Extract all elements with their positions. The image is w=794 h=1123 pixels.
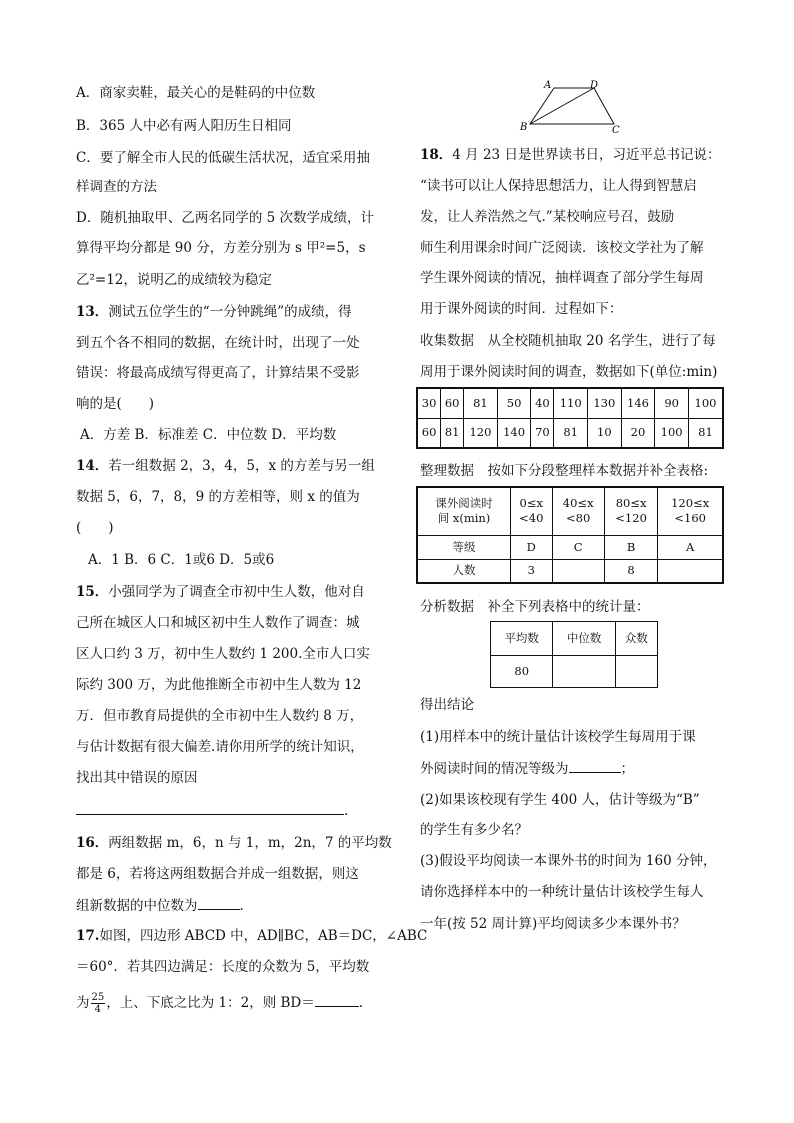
q14-line1 bbox=[76, 456, 375, 476]
q12-option-b: B．365 人中必有两人阳历生日相同 bbox=[76, 118, 292, 134]
table-cell[interactable] bbox=[615, 656, 657, 688]
q18-number: 18． bbox=[420, 147, 453, 163]
q12-option-d-line2: 算得平均分都是 90 分，方差分别为 s 甲²=5，s bbox=[76, 240, 366, 256]
q16-answer-blank[interactable] bbox=[198, 895, 240, 910]
table-cell: 120 bbox=[464, 418, 498, 448]
q17-fraction bbox=[91, 992, 106, 1015]
table-row bbox=[417, 418, 723, 448]
cell-text: 40≤x bbox=[562, 496, 594, 511]
table-cell: 81 bbox=[688, 418, 723, 448]
part2-line1: (2)如果该校现有学生 400 人，估计等级为“B” bbox=[420, 792, 700, 808]
q15-line6: 与估计数据有很大偏差.请你用所学的统计知识， bbox=[76, 739, 364, 755]
part1-text2: 外阅读时间的情况等级为 bbox=[420, 761, 569, 777]
table-cell: 众数 bbox=[615, 622, 657, 656]
table-cell: 8 bbox=[604, 559, 658, 583]
q13-line3: 错误：将最高成绩写得更高了，计算结果不受影 bbox=[76, 365, 360, 381]
part1-line1: (1)用样本中的统计量估计该校学生每周用于课 bbox=[420, 729, 696, 745]
table-row bbox=[417, 535, 723, 559]
table-cell[interactable] bbox=[552, 559, 604, 583]
q18-line2: “读书可以让人保持思想活力，让人得到智慧启 bbox=[420, 178, 697, 194]
table-cell: 81 bbox=[554, 418, 588, 448]
table-cell bbox=[417, 487, 511, 535]
cell-text: 0≤x bbox=[519, 496, 543, 511]
q18-line1 bbox=[420, 145, 720, 165]
q16-number: 16． bbox=[76, 835, 109, 851]
cell-text: <40 bbox=[519, 511, 544, 526]
table-cell bbox=[604, 487, 658, 535]
q17-number: 17. bbox=[76, 928, 100, 944]
q13-line1 bbox=[76, 302, 352, 322]
q15-answer-line bbox=[76, 800, 348, 821]
q17-answer-blank[interactable] bbox=[315, 992, 359, 1007]
q15-line4: 际约 300 万，为此他推断全市初中生人数为 12 bbox=[76, 677, 362, 693]
table-cell: 等级 bbox=[417, 535, 511, 559]
q13-line2: 到五个各不相同的数据，在统计时，出现了一处 bbox=[76, 335, 360, 351]
table-row bbox=[417, 487, 723, 535]
table-cell: B bbox=[604, 535, 658, 559]
table-cell: 70 bbox=[531, 418, 554, 448]
fraction-denominator: 4 bbox=[94, 1004, 102, 1015]
q13-text1: 测试五位学生的“一分钟跳绳”的成绩，得 bbox=[108, 304, 352, 320]
part1-end: ； bbox=[620, 761, 634, 777]
q18-text1: 4 月 23 日是世界读书日，习近平总书记说： bbox=[452, 147, 721, 163]
table-cell: 中位数 bbox=[553, 622, 615, 656]
collect-data-line2: 周用于课外阅读时间的调查，数据如下(单位:min) bbox=[420, 364, 718, 380]
cell-text: <160 bbox=[674, 511, 706, 526]
collect-data-line1: 收集数据 从全校随机抽取 20 名学生，进行了每 bbox=[420, 333, 716, 349]
q13-number: 13． bbox=[76, 304, 109, 320]
cell-text: 间 x(min) bbox=[437, 511, 491, 526]
table-cell: 110 bbox=[554, 388, 588, 418]
q14-line2: 数据 5，6，7，8，9 的方差相等，则 x 的值为 bbox=[76, 489, 360, 505]
table-cell: 130 bbox=[588, 388, 622, 418]
q15-text1: 小强同学为了调查全市初中生人数，他对自 bbox=[108, 584, 365, 600]
q15-line5: 万．但市教育局提供的全市初中生人数约 8 万， bbox=[76, 708, 364, 724]
statistics-table bbox=[490, 621, 658, 688]
table-cell: 人数 bbox=[417, 559, 511, 583]
q17-text1: 如图，四边形 ABCD 中，AD∥BC，AB＝DC，∠ABC bbox=[99, 928, 428, 944]
table-cell: 40 bbox=[531, 388, 554, 418]
q12-option-d-line1: D．随机抽取甲、乙两名同学的 5 次数学成绩，计 bbox=[76, 210, 374, 226]
trapezoid-figure bbox=[510, 76, 630, 138]
table-cell: 100 bbox=[688, 388, 723, 418]
q15-number: 15． bbox=[76, 584, 109, 600]
table-cell: D bbox=[511, 535, 553, 559]
q12-option-a: A．商家卖鞋，最关心的是鞋码的中位数 bbox=[76, 85, 316, 101]
q14-number: 14． bbox=[76, 458, 109, 474]
q12-option-d-line3: 乙²=12，说明乙的成绩较为稳定 bbox=[76, 272, 272, 288]
part2-line2: 的学生有多少名？ bbox=[420, 822, 528, 838]
trapezoid-shape bbox=[530, 88, 614, 124]
q15-line3: 区人口约 3 万，初中生人数约 1 200.全市人口实 bbox=[76, 646, 370, 662]
cell-text: <120 bbox=[615, 511, 647, 526]
analyze-data-line: 分析数据 补全下列表格中的统计量： bbox=[420, 599, 650, 615]
cell-text: 120≤x bbox=[671, 496, 710, 511]
table-row bbox=[417, 388, 723, 418]
table-cell: 90 bbox=[655, 388, 689, 418]
q18-line3: 发，让人养浩然之气.”某校响应号召，鼓励 bbox=[420, 209, 675, 225]
table-cell: 60 bbox=[417, 418, 441, 448]
q14-text1: 若一组数据 2，3，4，5，x 的方差与另一组 bbox=[108, 458, 375, 474]
organize-data-line: 整理数据 按如下分段整理样本数据并补全表格: bbox=[420, 463, 709, 479]
table-cell: A bbox=[658, 535, 723, 559]
table-row bbox=[417, 559, 723, 583]
q15-answer-blank[interactable] bbox=[76, 800, 344, 815]
table-cell: 60 bbox=[441, 388, 464, 418]
q15-line1 bbox=[76, 582, 365, 602]
q16-line1 bbox=[76, 833, 392, 853]
q15-end: . bbox=[344, 803, 349, 819]
cell-text: 80≤x bbox=[615, 496, 647, 511]
q17-text3a: 为 bbox=[76, 995, 90, 1011]
part3-line2: 请你选择样本中的一种统计量估计该校学生每人 bbox=[420, 884, 704, 900]
table-cell: 平均数 bbox=[491, 622, 553, 656]
table-cell: 140 bbox=[497, 418, 531, 448]
part1-line2 bbox=[420, 758, 634, 779]
q15-line2: 己所在城区人口和城区初中生人数作了调查：城 bbox=[76, 615, 360, 631]
table-cell: 80 bbox=[491, 656, 553, 688]
q16-line2: 都是 6，若将这两组数据合并成一组数据，则这 bbox=[76, 866, 359, 882]
table-row bbox=[491, 656, 658, 688]
q17-line3 bbox=[76, 992, 363, 1015]
table-cell: C bbox=[552, 535, 604, 559]
q14-options: A．1 B．6 C．1或6 D．5或6 bbox=[88, 552, 275, 568]
table-cell bbox=[511, 487, 553, 535]
part3-line1: (3)假设平均阅读一本课外书的时间为 160 分钟， bbox=[420, 853, 717, 869]
q17-text3b: ，上、下底之比为 1：2，则 BD＝ bbox=[106, 995, 315, 1011]
vertex-c-label: C bbox=[612, 125, 620, 136]
q18-line6: 用于课外阅读的时间．过程如下： bbox=[420, 301, 623, 317]
vertex-d-label: D bbox=[590, 80, 599, 91]
table-cell: 30 bbox=[417, 388, 441, 418]
part1-answer-blank[interactable] bbox=[569, 758, 621, 773]
conclusion-heading: 得出结论 bbox=[420, 697, 474, 713]
q12-option-c-line1: C．要了解全市人民的低碳生活状况，适宜采用抽 bbox=[76, 150, 370, 166]
q17-line2: ＝60°．若其四边满足：长度的众数为 5，平均数 bbox=[76, 959, 370, 975]
table-cell: 146 bbox=[621, 388, 655, 418]
q17-end: . bbox=[358, 995, 364, 1011]
table-cell bbox=[658, 487, 723, 535]
q17-line1 bbox=[76, 926, 427, 946]
table-row bbox=[491, 622, 658, 656]
q13-line4: 响的是( ) bbox=[76, 396, 155, 412]
table-cell: 10 bbox=[588, 418, 622, 448]
table-cell: 3 bbox=[511, 559, 553, 583]
raw-data-table bbox=[416, 387, 724, 449]
table-cell: 20 bbox=[621, 418, 655, 448]
q16-text3: 组新数据的中位数为 bbox=[76, 898, 198, 914]
q12-option-c-line2: 样调查的方法 bbox=[76, 179, 157, 195]
table-cell: 81 bbox=[464, 388, 498, 418]
diagonal-bd bbox=[530, 88, 594, 124]
cell-text: <80 bbox=[566, 511, 591, 526]
grade-table bbox=[416, 486, 724, 584]
table-cell: 100 bbox=[655, 418, 689, 448]
q15-line7: 找出其中错误的原因 bbox=[76, 770, 198, 786]
q14-line3: ( ) bbox=[76, 520, 114, 536]
q16-line3 bbox=[76, 895, 244, 916]
q16-end: . bbox=[239, 898, 244, 914]
table-cell bbox=[552, 487, 604, 535]
vertex-b-label: B bbox=[520, 122, 528, 133]
table-cell[interactable] bbox=[658, 559, 723, 583]
fraction-numerator: 25 bbox=[91, 992, 105, 1003]
part3-line3: 一年(按 52 周计算)平均阅读多少本课外书？ bbox=[420, 916, 686, 932]
q16-text1: 两组数据 m，6，n 与 1，m，2n，7 的平均数 bbox=[108, 835, 392, 851]
vertex-a-label: A bbox=[544, 80, 552, 91]
cell-text: 课外阅读时 bbox=[435, 496, 493, 511]
q18-line5: 学生课外阅读的情况，抽样调查了部分学生每周 bbox=[420, 270, 704, 286]
q18-line4: 师生利用课余时间广泛阅读．该校文学社为了解 bbox=[420, 240, 704, 256]
table-cell: 50 bbox=[497, 388, 531, 418]
table-cell: 81 bbox=[441, 418, 464, 448]
table-cell[interactable] bbox=[553, 656, 615, 688]
q13-options: A．方差 B．标准差 C．中位数 D．平均数 bbox=[80, 427, 337, 443]
